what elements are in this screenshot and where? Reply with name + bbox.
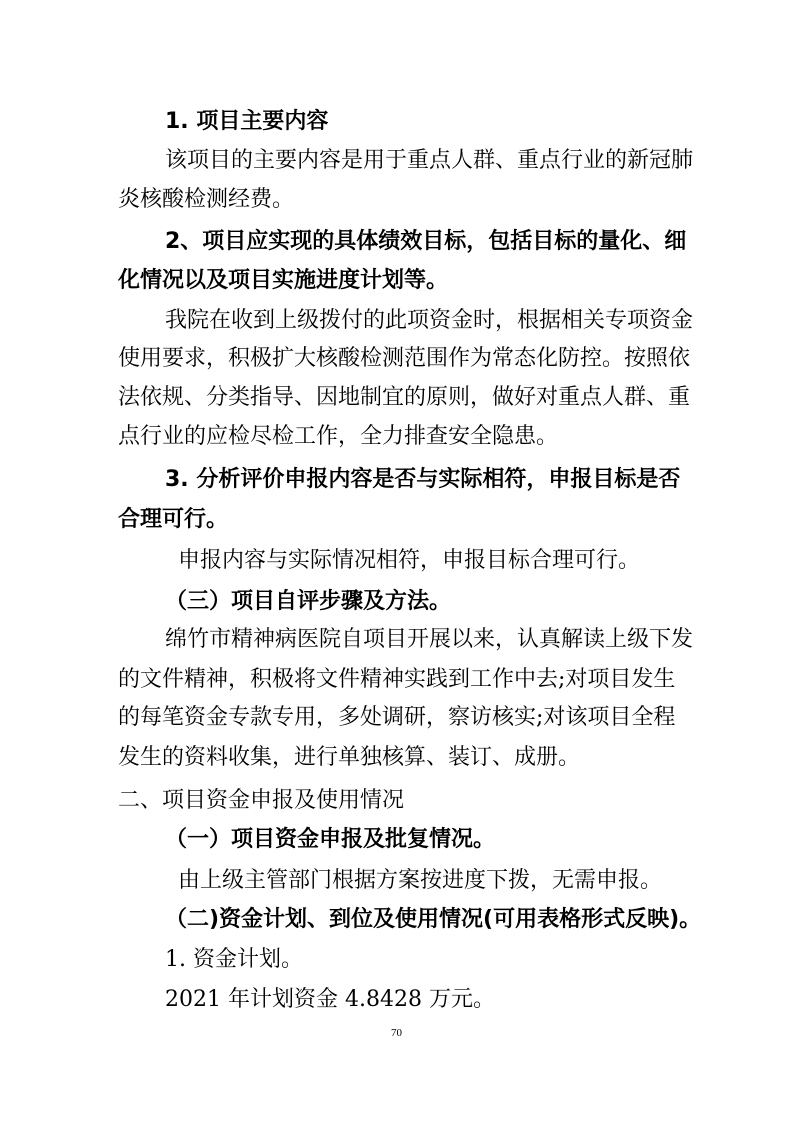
paragraph-line: 使用要求，积极扩大核酸检测范围作为常态化防控。按照依 (118, 346, 691, 371)
section-heading-analysis-cont: 合理可行。 (118, 507, 229, 532)
paragraph-line: 2021 年计划资金 4.8428 万元。 (165, 987, 495, 1012)
page-number: 70 (391, 1027, 402, 1039)
paragraph-line: 炎核酸检测经费。 (118, 187, 295, 212)
paragraph-line: 发生的资料收集，进行单独核算、装订、成册。 (118, 745, 581, 770)
paragraph-line: 点行业的应检尽检工作，全力排查安全隐患。 (118, 424, 559, 449)
paragraph-line: 法依规、分类指导、因地制宜的原则，做好对重点人群、重 (118, 385, 691, 410)
paragraph-line: 该项目的主要内容是用于重点人群、重点行业的新冠肺 (165, 148, 694, 173)
paragraph-line: 我院在收到上级拨付的此项资金时，根据相关专项资金 (165, 308, 694, 333)
section-heading-fund-application: （一）项目资金申报及批复情况。 (165, 827, 496, 852)
section-heading-main-content: 1. 项目主要内容 (165, 109, 329, 134)
paragraph-line: 申报内容与实际情况相符，申报目标合理可行。 (178, 548, 641, 573)
paragraph-line: 绵竹市精神病医院自项目开展以来，认真解读上级下发 (165, 627, 694, 652)
section-heading-analysis: 3. 分析评价申报内容是否与实际相符，申报目标是否 (165, 467, 681, 492)
paragraph-line: 由上级主管部门根据方案按进度下拨，无需申报。 (178, 868, 663, 893)
paragraph-line: 的每笔资金专款专用，多处调研，察访核实;对该项目全程 (118, 705, 676, 730)
chapter-heading-funds: 二、项目资金申报及使用情况 (118, 788, 405, 813)
section-heading-performance-goals-cont: 化情况以及项目实施进度计划等。 (118, 268, 449, 293)
section-heading-performance-goals: 2、项目应实现的具体绩效目标，包括目标的量化、细 (165, 229, 687, 254)
paragraph-line: 的文件精神，积极将文件精神实践到工作中去;对项目发生 (118, 667, 676, 692)
section-heading-self-evaluation: （三）项目自评步骤及方法。 (165, 589, 452, 614)
section-heading-fund-plan: （二)资金计划、到位及使用情况(可用表格形式反映)。 (165, 907, 702, 932)
list-item-fund-plan: 1. 资金计划。 (165, 947, 303, 972)
